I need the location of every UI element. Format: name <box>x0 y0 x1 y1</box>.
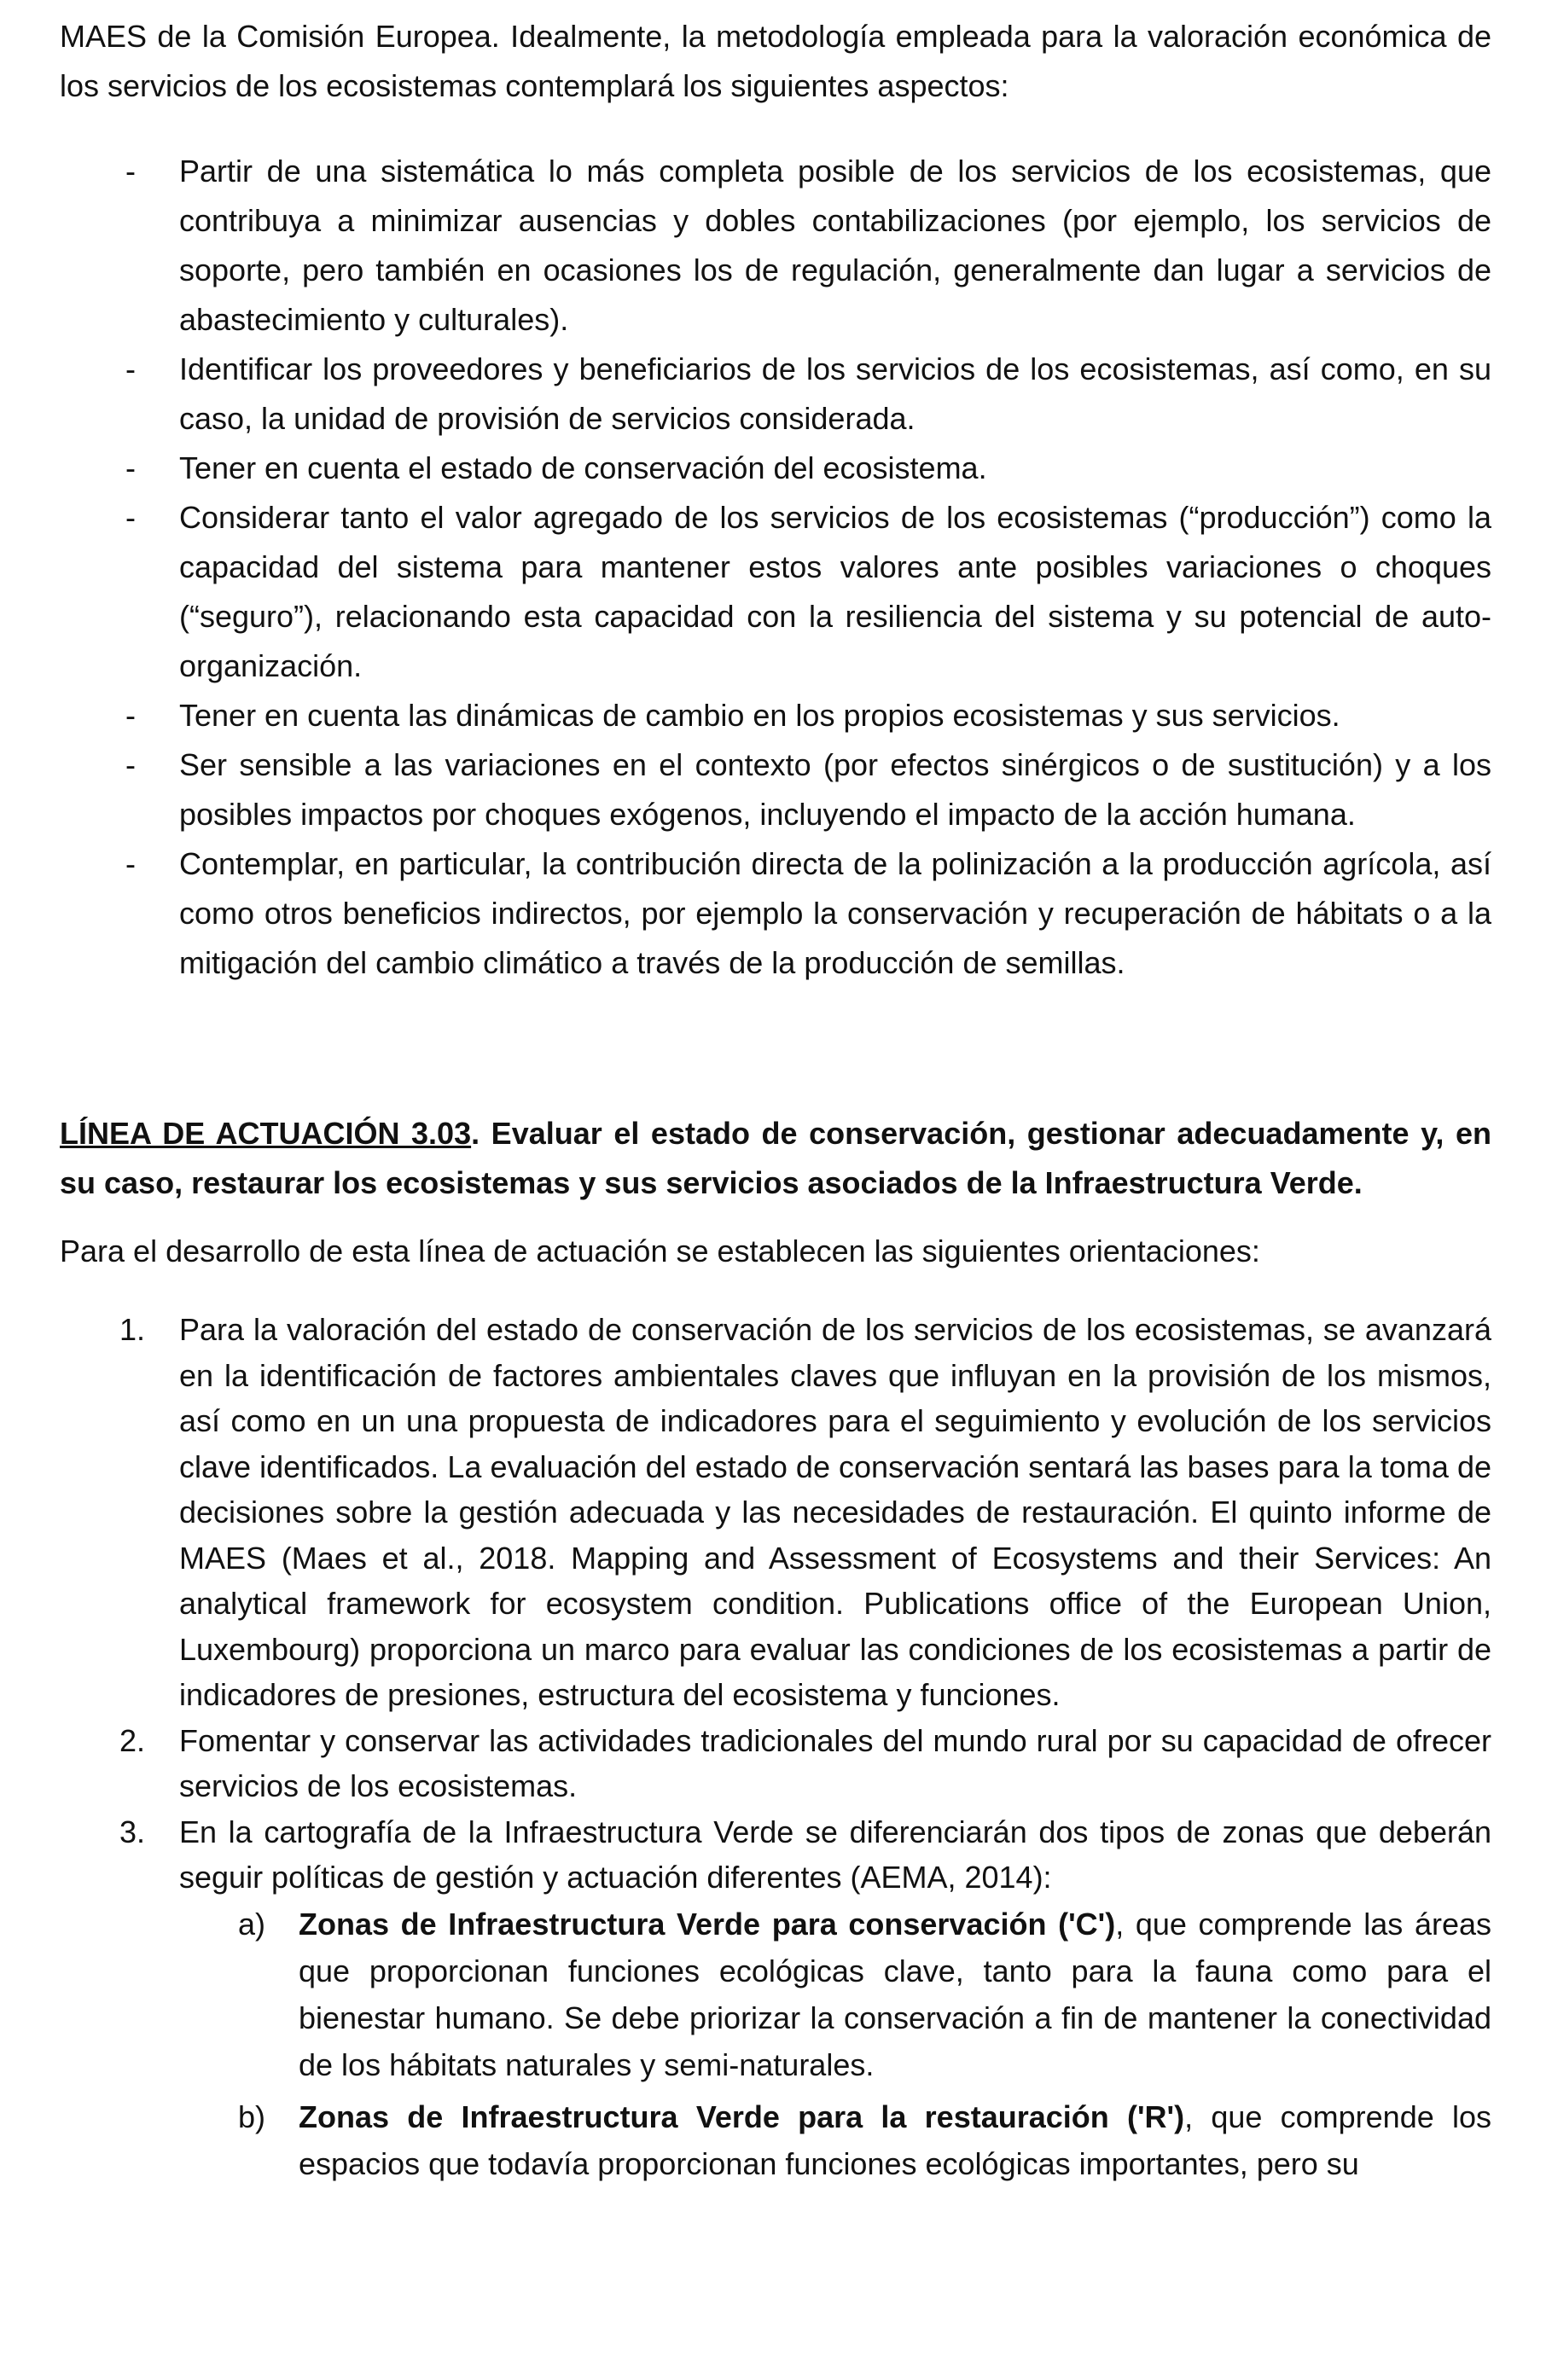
list-item <box>60 345 1491 444</box>
bullet-dash: - <box>125 500 136 535</box>
sub-item <box>179 1901 1491 2088</box>
sub-item-letter: b) <box>238 2098 266 2134</box>
bullet-dash: - <box>125 747 136 782</box>
bullet-dash: - <box>125 846 136 881</box>
zone-types-list <box>179 1901 1491 2187</box>
section-heading <box>60 1109 1491 1208</box>
orientations-list <box>60 1307 1492 2187</box>
list-item <box>60 147 1491 345</box>
list-item-text: Ser sensible a las variaciones en el contexto (por efectos sinérgicos o de sustitución) y a los posibles impactos por choques exógenos, incluyendo el impacto de la acción humana. <box>179 747 1491 832</box>
list-item-text: Contemplar, en particular, la contribución directa de la polinización a la producción agrícola, así como otros beneficios indirectos, por ejemplo la conservación y recuperación de hábitats o a la mitigación del cambio climático a través de la producción de semillas. <box>179 846 1491 980</box>
orientations-intro: Para el desarrollo de esta línea de actuación se establecen las siguientes orientaciones: <box>60 1234 1260 1268</box>
list-item <box>60 444 1491 493</box>
bullet-dash: - <box>125 154 136 189</box>
sub-item-text: , que comprende las áreas que proporcionan funciones ecológicas clave, tanto para la fauna como para el bienestar humano. Se debe priorizar la conservación a fin de mantener la conectividad de los hábitats naturales y semi-naturales. <box>299 1906 1491 2082</box>
sub-item-title: Zonas de Infraestructura Verde para la restauración ('R') <box>299 2098 1185 2134</box>
list-item <box>60 493 1491 691</box>
sub-item <box>179 2093 1491 2187</box>
sub-item-letter: a) <box>238 1906 266 1942</box>
section-heading-rest: . Evaluar el estado de conservación, gestionar adecuadamente y, en su caso, restaurar los ecosistemas y sus servicios asociados de la Infraestructura Verde. <box>60 1116 1491 1200</box>
item-number: 3. <box>119 1814 146 1849</box>
list-item <box>60 691 1491 740</box>
bullet-dash: - <box>125 698 136 733</box>
list-item-text: Partir de una sistemática lo más completa posible de los servicios de los ecosistemas, que contribuya a minimizar ausencias y dobles contabilizaciones (por ejemplo, los servicios de soporte, pero también en ocasiones los de regulación, generalmente dan lugar a servicios de abastecimiento y culturales). <box>179 154 1491 337</box>
list-item <box>60 839 1491 988</box>
bullet-dash: - <box>125 450 136 485</box>
list-item-text: Tener en cuenta el estado de conservación del ecosistema. <box>179 450 987 485</box>
numbered-item <box>60 1809 1491 2187</box>
numbered-item-text: En la cartografía de la Infraestructura Verde se diferenciarán dos tipos de zonas que deberán seguir políticas de gestión y actuación diferentes (AEMA, 2014): <box>179 1814 1491 1895</box>
section-heading-lead: LÍNEA DE ACTUACIÓN 3.03 <box>60 1116 472 1151</box>
numbered-item <box>60 1718 1491 1809</box>
list-item-text: Considerar tanto el valor agregado de los servicios de los ecosistemas (“producción”) como la capacidad del sistema para mantener estos valores ante posibles variaciones o choques (“seguro”), relacionando esta capacidad con la resiliencia del sistema y su potencial de auto-organización. <box>179 500 1491 683</box>
numbered-item-text: Para la valoración del estado de conservación de los servicios de los ecosistemas, se avanzará en la identificación de factores ambientales claves que influyan en la provisión de los mismos, así como en un una propuesta de indicadores para el seguimiento y evolución de los servicios clave identificados. La evaluación del estado de conservación sentará las bases para la toma de decisiones sobre la gestión adecuada y las necesidades de restauración. El quinto informe de MAES (Maes et al., 2018. Mapping and Assessment of Ecosystems and their Services: An analytical framework for ecosystem condition. Publications office of the European Union, Luxembourg) proporciona un marco para evaluar las condiciones de los ecosistemas a partir de indicadores de presiones, estructura del ecosistema y funciones. <box>179 1312 1491 1712</box>
intro-paragraph: MAES de la Comisión Europea. Idealmente, la metodología empleada para la valoración económica de los servicios de los ecosistemas contemplará los siguientes aspectos: <box>60 19 1491 103</box>
sub-item-text: , que comprende los espacios que todavía proporcionan funciones ecológicas importantes, pero su <box>299 2098 1491 2181</box>
list-item-text: Identificar los proveedores y beneficiarios de los servicios de los ecosistemas, así como, en su caso, la unidad de provisión de servicios considerada. <box>179 351 1491 436</box>
item-number: 2. <box>119 1722 146 1758</box>
document-page <box>0 12 1552 2380</box>
aspects-list <box>60 147 1492 988</box>
list-item <box>60 740 1491 839</box>
list-item-text: Tener en cuenta las dinámicas de cambio en los propios ecosistemas y sus servicios. <box>179 698 1340 733</box>
sub-item-title: Zonas de Infraestructura Verde para conservación ('C') <box>299 1906 1116 1942</box>
numbered-item <box>60 1307 1491 1718</box>
numbered-item-text: Fomentar y conservar las actividades tradicionales del mundo rural por su capacidad de ofrecer servicios de los ecosistemas. <box>179 1722 1491 1803</box>
item-number: 1. <box>119 1312 146 1347</box>
bullet-dash: - <box>125 351 136 386</box>
